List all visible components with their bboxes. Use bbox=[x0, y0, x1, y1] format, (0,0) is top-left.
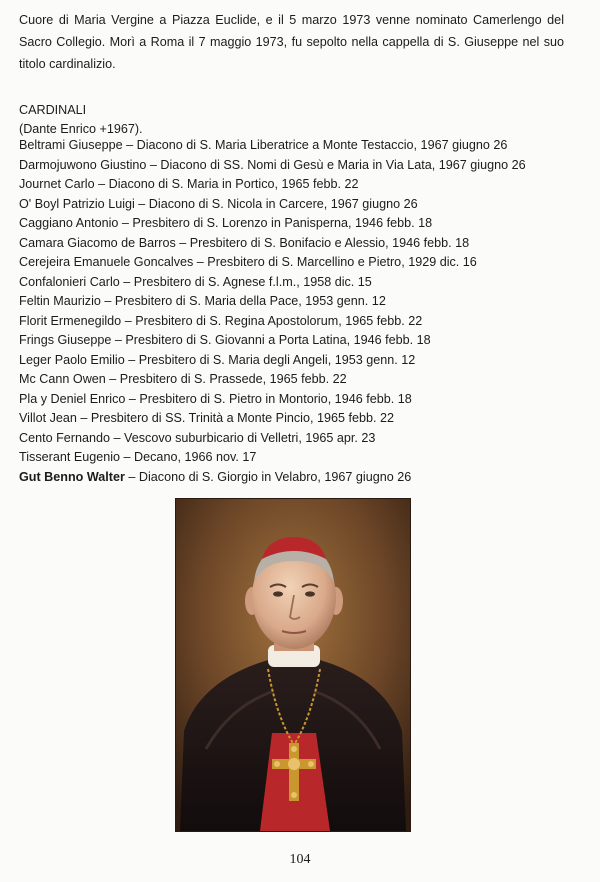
list-item: Journet Carlo – Diacono di S. Maria in Portico, 1965 febb. 22 bbox=[19, 177, 359, 191]
list-item: Feltin Maurizio – Presbitero di S. Maria della Pace, 1953 genn. 12 bbox=[19, 294, 386, 308]
featured-detail: – Diacono di S. Giorgio in Velabro, 1967 giugno 26 bbox=[124, 469, 412, 484]
section-note: (Dante Enrico +1967). bbox=[19, 122, 143, 136]
list-item: Cento Fernando – Vescovo suburbicario di Velletri, 1965 apr. 23 bbox=[19, 430, 376, 445]
cardinal-portrait bbox=[176, 499, 410, 831]
list-item: Beltrami Giuseppe – Diacono di S. Maria Liberatrice a Monte Testaccio, 1967 giugno 26 bbox=[19, 138, 508, 152]
list-item: Frings Giuseppe – Presbitero di S. Giovanni a Porta Latina, 1946 febb. 18 bbox=[19, 333, 431, 347]
list-item: Camara Giacomo de Barros – Presbitero di S. Bonifacio e Alessio, 1946 febb. 18 bbox=[19, 235, 470, 250]
list-item: Leger Paolo Emilio – Presbitero di S. Maria degli Angeli, 1953 genn. 12 bbox=[19, 352, 416, 367]
list-item-featured bbox=[19, 468, 579, 488]
section-title: CARDINALI bbox=[19, 103, 87, 117]
list-item: Florit Ermenegildo – Presbitero di S. Regina Apostolorum, 1965 febb. 22 bbox=[19, 313, 423, 328]
list-item: Pla y Deniel Enrico – Presbitero di S. Pietro in Montorio, 1946 febb. 18 bbox=[19, 391, 412, 406]
eye-left bbox=[273, 591, 283, 596]
list-item: Cerejeira Emanuele Goncalves – Presbitero di S. Marcellino e Pietro, 1929 dic. 16 bbox=[19, 255, 477, 269]
cardinals-list bbox=[19, 136, 579, 487]
list-item: Villot Jean – Presbitero di SS. Trinità a Monte Pincio, 1965 febb. 22 bbox=[19, 411, 395, 425]
list-item: Darmojuwono Giustino – Diacono di SS. Nomi di Gesù e Maria in Via Lata, 1967 giugno 26 bbox=[19, 157, 526, 172]
list-item: Confalonieri Carlo – Presbitero di S. Agnese f.l.m., 1958 dic. 15 bbox=[19, 274, 372, 289]
page-number: 104 bbox=[289, 852, 311, 867]
eye-right bbox=[305, 591, 315, 596]
list-item: Mc Cann Owen – Presbitero di S. Prassede, 1965 febb. 22 bbox=[19, 372, 347, 386]
intro-paragraph: Cuore di Maria Vergine a Piazza Euclide, e il 5 marzo 1973 venne nominato Camerlengo del Sacro Collegio. Morì a Roma il 7 maggio 1973, fu sepolto nella cappella di S. Giuseppe nel suo titolo cardinalizio. bbox=[19, 13, 564, 71]
list-item: Caggiano Antonio – Presbitero di S. Lorenzo in Panisperna, 1946 febb. 18 bbox=[19, 216, 433, 230]
featured-name: Gut Benno Walter bbox=[19, 469, 125, 484]
list-item: O' Boyl Patrizio Luigi – Diacono di S. Nicola in Carcere, 1967 giugno 26 bbox=[19, 196, 418, 211]
list-item: Tisserant Eugenio – Decano, 1966 nov. 17 bbox=[19, 450, 257, 464]
